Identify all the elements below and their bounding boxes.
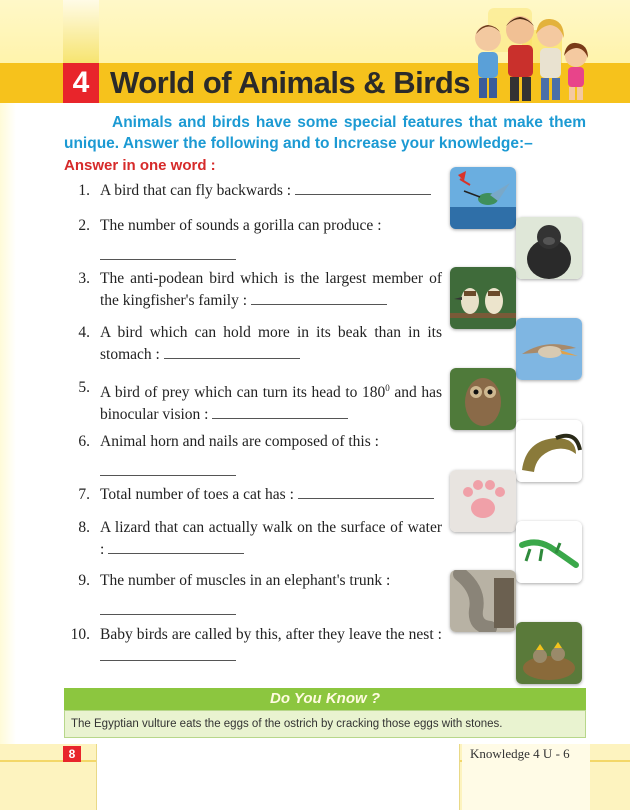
page-number: 8 xyxy=(63,746,81,762)
answer-blank[interactable] xyxy=(108,540,244,554)
question-number: 2. xyxy=(78,217,90,234)
question-number: 5. xyxy=(78,379,90,396)
answer-blank[interactable] xyxy=(100,647,236,661)
answer-blank[interactable] xyxy=(164,345,300,359)
question-number: 9. xyxy=(78,572,90,589)
chapter-title: World of Animals & Birds xyxy=(110,65,471,100)
question-number: 3. xyxy=(78,270,90,287)
answer-blank[interactable] xyxy=(251,291,387,305)
answer-blank[interactable] xyxy=(212,405,348,419)
horn-photo xyxy=(516,420,582,482)
degree-superscript: 0 xyxy=(385,383,390,393)
answer-blank[interactable] xyxy=(100,462,236,476)
question-text: The number of sounds a gorilla can produce : xyxy=(100,217,382,234)
question-text: A bird which can hold more in its beak than in its stomach : xyxy=(100,324,442,363)
question-text: The anti-podean bird which is the largest member of the kingfisher's family : xyxy=(100,270,442,309)
kookaburra-photo xyxy=(450,267,516,329)
question-number: 10. xyxy=(70,626,90,643)
section-subheading: Answer in one word : xyxy=(64,157,216,174)
question-text: Total number of toes a cat has : xyxy=(100,486,294,503)
answer-blank[interactable] xyxy=(295,181,431,195)
answer-blank[interactable] xyxy=(100,246,236,260)
question-text: The number of muscles in an elephant's trunk : xyxy=(100,572,391,589)
cat-paw-photo xyxy=(450,470,516,532)
question-number: 6. xyxy=(78,433,90,450)
question-text: A lizard that can actually walk on the surface of water : xyxy=(100,519,442,558)
gorilla-photo xyxy=(516,217,582,279)
question-number: 7. xyxy=(78,486,90,503)
footer-panel xyxy=(96,744,460,810)
question-text: A bird that can fly backwards : xyxy=(100,182,292,199)
question-number: 1. xyxy=(78,182,90,199)
question-text: Animal horn and nails are composed of this : xyxy=(100,433,379,450)
question-text: Baby birds are called by this, after they leave the nest : xyxy=(100,626,442,643)
did-you-know-title: Do You Know ? xyxy=(64,688,586,710)
question-number: 8. xyxy=(78,519,90,536)
left-margin-strip xyxy=(0,70,16,810)
question-text: and has binocular vision : xyxy=(100,384,442,424)
hummingbird-photo xyxy=(450,167,516,229)
lizard-photo xyxy=(516,521,582,583)
answer-blank[interactable] xyxy=(298,485,434,499)
owl-photo xyxy=(450,368,516,430)
children-illustration xyxy=(468,8,590,104)
chapter-number: 4 xyxy=(63,63,99,103)
elephant-trunk-photo xyxy=(450,570,516,632)
did-you-know-text: The Egyptian vulture eats the eggs of the ostrich by cracking those eggs with stones. xyxy=(64,710,586,738)
pelican-photo xyxy=(516,318,582,380)
nestlings-photo xyxy=(516,622,582,684)
question-number: 4. xyxy=(78,324,90,341)
question-text: A bird of prey which can turn its head to 180 xyxy=(100,384,386,402)
chapter-tab xyxy=(63,0,99,66)
intro-paragraph: Animals and birds have some special features that make them unique. Answer the following and to Increase your knowledge:– xyxy=(64,114,586,152)
book-code: Knowledge 4 U - 6 xyxy=(470,746,570,761)
answer-blank[interactable] xyxy=(100,601,236,615)
